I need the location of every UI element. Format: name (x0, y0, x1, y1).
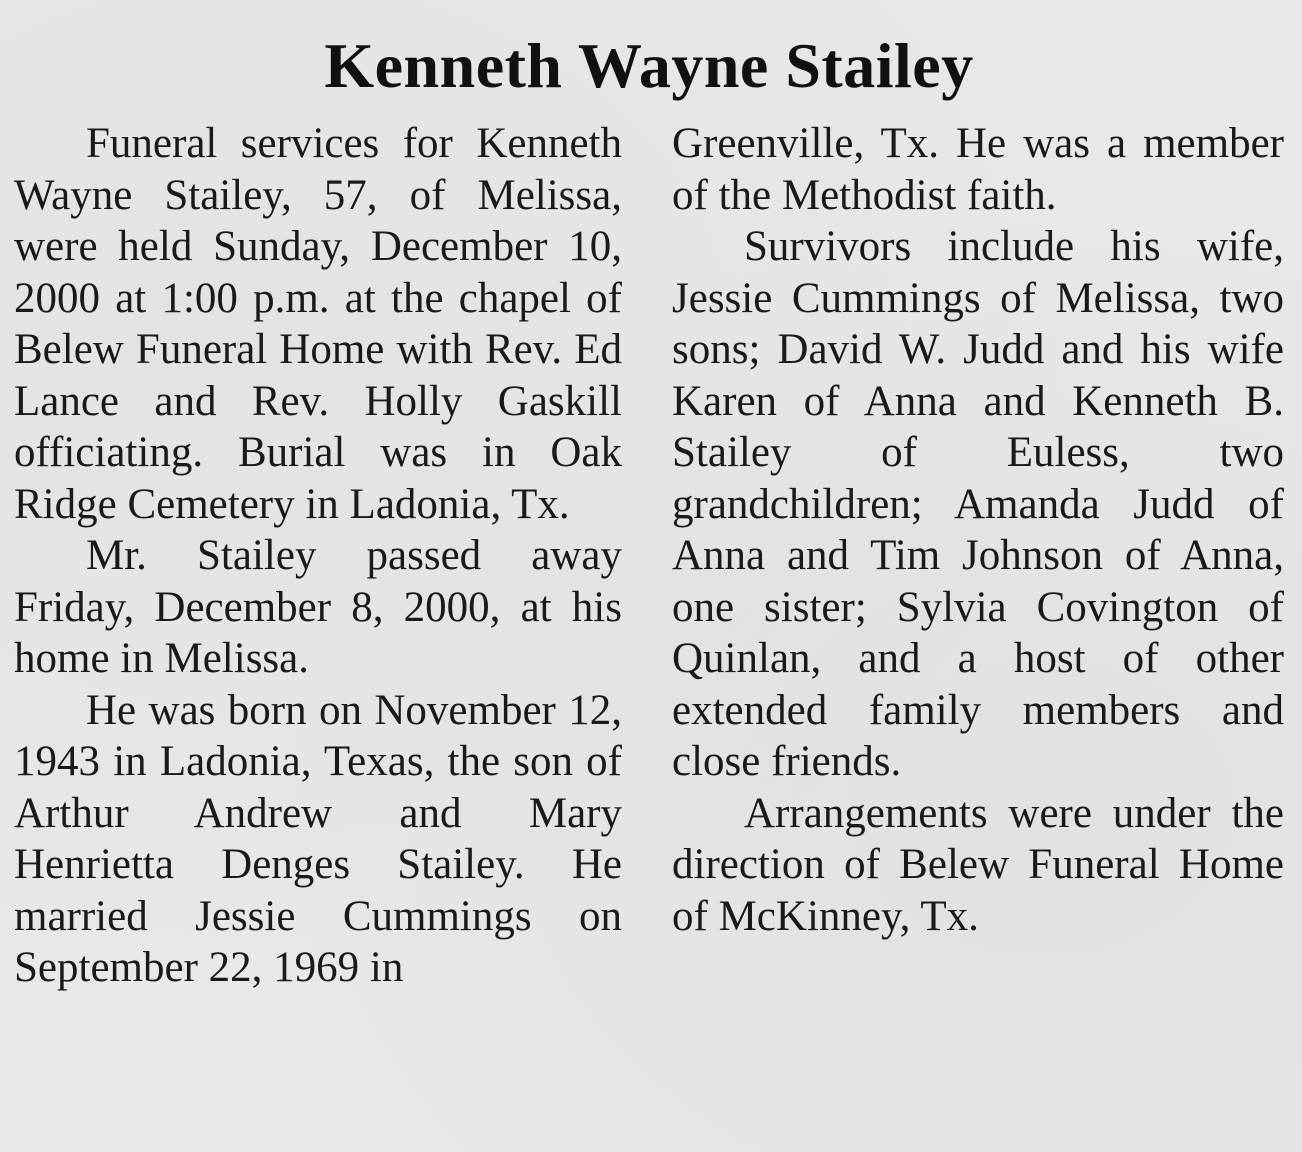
paragraph-arrangements: Arrangements were under the direction of Belew Funeral Home of McKinney, Tx. (672, 789, 1284, 940)
paragraph-continued: Greenville, Tx. He was a member of the Methodist faith. (672, 120, 1284, 219)
left-column (14, 118, 622, 994)
article-columns (14, 118, 1284, 994)
paragraph-passed-away: Mr. Stailey passed away Friday, December 8, 2000, at his home in Melissa. (14, 532, 622, 682)
paragraph-survivors: Survivors include his wife, Jessie Cummings of Melissa, two sons; David W. Judd and his wife Karen of Anna and Kenneth B. Stailey of Euless, two grandchildren; Amanda Judd of Anna and Tim Johnson of Anna, one sister; Sylvia Covington of Quinlan, and a host of other extended family members and close friends. (672, 223, 1284, 785)
right-column (672, 118, 1284, 994)
paragraph-born: He was born on November 12, 1943 in Ladonia, Texas, the son of Arthur Andrew and Mary Henrietta Denges Stailey. He married Jessie Cummings on September 22, 1969 in (14, 686, 622, 991)
obituary-headline: Kenneth Wayne Stailey (324, 30, 974, 101)
paragraph-funeral-services: Funeral services for Kenneth Wayne Stailey, 57, of Melissa, were held Sunday, December 10, 2000 at 1:00 p.m. at the chapel of Belew Funeral Home with Rev. Ed Lance and Rev. Holly Gaskill officiating. Burial was in Oak Ridge Cemetery in Ladonia, Tx. (14, 120, 622, 528)
